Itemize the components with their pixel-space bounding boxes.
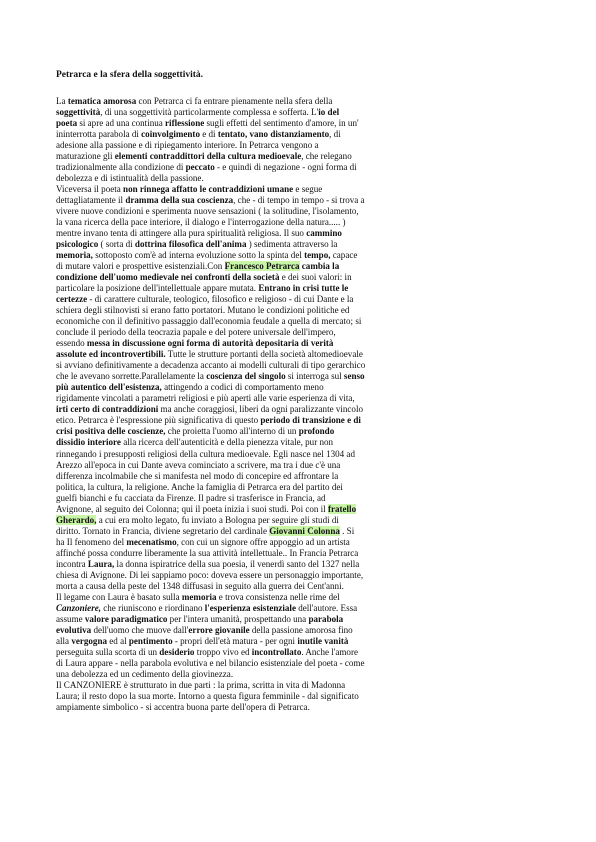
text-run: , di [329, 129, 341, 140]
text-run: economiche con il definitivo passaggio dall'economia feudale a quella di mercato; si [56, 316, 362, 327]
bold-text: dramma della sua coscienza [125, 195, 234, 206]
text-line [56, 184, 552, 195]
text-run: Il legame con Laura è basato sulla [56, 591, 182, 602]
text-run: la vana ricerca della pace interiore, il dialogo e l'interrogazione della natura..... ) [56, 217, 346, 228]
text-line [56, 195, 552, 206]
text-run: Laura; il resto dopo la sua morte. Intorno a questa figura femminile - dal significato [56, 690, 359, 701]
text-line [56, 349, 552, 360]
text-run: , che relegano [301, 151, 352, 162]
text-line [56, 647, 552, 658]
bold-text: io del [318, 107, 340, 118]
text-run: La [56, 96, 68, 106]
text-run: - e quindi di negazione - ogni forma di [214, 162, 357, 173]
bold-text: vergogna [71, 635, 108, 646]
text-run: di Laura appare - nella parabola evolutiva e nel bilancio esistenziale del poeta - come [56, 657, 365, 668]
text-run: vivere nuove condizioni e sperimenta nuove sensazioni ( la solitudine, l'isolamento, [56, 206, 359, 217]
text-line [56, 537, 552, 548]
text-line [56, 581, 552, 592]
text-run: ha Il fenomeno del [56, 536, 127, 547]
text-run: a cui era molto legato, fu inviato a Bologna per seguire gli studi di [96, 514, 339, 525]
highlighted-text: Francesco Petrarca [224, 261, 300, 272]
text-run: affinché possa condurre liberamente la sua attività intellettuale.. In Francia Petrarca [56, 547, 359, 558]
bold-text: tematica amorosa [67, 96, 137, 106]
text-line [56, 415, 552, 426]
text-run: e di [199, 129, 218, 140]
text-line [56, 327, 552, 338]
text-line [56, 261, 552, 272]
bold-text: crisi positiva delle coscienze, [56, 426, 166, 437]
highlighted-text: fratello [327, 503, 357, 514]
text-line [56, 316, 552, 327]
text-line [56, 570, 552, 581]
text-run: - di carattere culturale, teologico, filosofico e religioso - di cui Dante e la [87, 294, 354, 305]
bold-text: peccato [185, 162, 215, 173]
text-run: dettagliatamente il [56, 195, 126, 206]
highlighted-text: Giovanni Colonna [269, 525, 340, 536]
bold-text: pentimento [128, 635, 173, 646]
text-line [56, 437, 552, 448]
text-run: incontra [56, 558, 88, 569]
text-line [56, 625, 552, 636]
bold-text: parabola [308, 613, 344, 624]
text-run: diritto. Tornato in Francia, diviene segretario del cardinale [56, 525, 270, 536]
text-line [56, 460, 552, 471]
bold-text: errore giovanile [188, 624, 250, 635]
text-line [56, 162, 552, 173]
bold-text: cambia la [301, 261, 340, 272]
bold-text: dissidio interiore [56, 437, 121, 448]
text-line [56, 515, 552, 526]
text-run: guelfi bianchi e fu cacciata da Firenze. Il padre si trasferisce in Francia, ad [56, 492, 326, 503]
bold-text: incontrollato [251, 646, 302, 657]
text-line [56, 305, 552, 316]
text-line [56, 592, 552, 603]
bold-text: Laura, [87, 558, 115, 569]
text-run: Tutte le strutture portanti della società altomedioevale [165, 349, 363, 360]
text-line [56, 371, 552, 382]
text-line [56, 217, 552, 228]
text-run: dell'autore. Essa [295, 602, 358, 613]
bold-text: messa in discussione ogni forma di autorità depositaria di verità [86, 338, 334, 349]
text-run: ininterrotta parabola di [56, 129, 142, 140]
bold-text: profondo [298, 426, 335, 437]
text-run: la donna ispiratrice della sua poesia, il venerdì santo del 1327 nella [114, 558, 360, 569]
text-run: tradizionalmente alla condizione di [56, 162, 186, 173]
text-run: , con cui un signore offre appoggio ad un artista [176, 536, 350, 547]
text-run: Avignone, al seguito dei Colonna; qui il poeta inizia i suoi studi. Poi con il [56, 503, 328, 514]
bold-text: riflessione [165, 118, 205, 129]
text-run: alla ricerca dell'autenticità e della pienezza vitale, pur non [120, 437, 334, 448]
text-line [56, 338, 552, 349]
text-run: e segue [293, 184, 323, 195]
text-line [56, 559, 552, 570]
text-run: politica, la cultura, la religione. Anche la famiglia di Petrarca era del partito dei [56, 481, 343, 492]
text-line [56, 548, 552, 559]
bold-text: irti certo di contraddizioni [56, 404, 159, 415]
text-run: Il CANZONIERE è strutturato in due parti : la prima, scritta in vita di Madonna [56, 679, 346, 690]
bold-text: tentato, vano distanziamento [217, 129, 330, 140]
text-line [56, 504, 552, 515]
bold-text: dottrina filosofica dell'anima [134, 239, 247, 250]
bold-text: memoria, [56, 250, 93, 261]
text-line [56, 393, 552, 404]
text-run: ) sedimenta attraverso la [246, 239, 338, 250]
text-line [56, 669, 552, 680]
text-run: ma anche coraggiosi, liberi da ogni paralizzante vincolo [158, 404, 363, 415]
bold-text: coinvolgimento [141, 129, 200, 140]
bold-text: coscienza del singolo [206, 371, 286, 382]
highlighted-text: Gherardo, [56, 514, 97, 525]
bold-text: desiderio [159, 646, 195, 657]
text-line [56, 614, 552, 625]
text-run: ( sorta di [98, 239, 135, 250]
bold-text: non rinnega affatto le contraddizioni umane [123, 184, 294, 195]
text-run: Viceversa il poeta [56, 184, 124, 195]
text-run: - propri dell'età matura - per ogni [172, 635, 298, 646]
text-run: rinnegando i presupposti religiosi della cultura medioevale. Egli nasce nel 1304 ad [56, 448, 355, 459]
text-run: chiesa di Avignone. Di lei sappiamo poco: doveva essere un personaggio importante, [56, 569, 364, 580]
bold-text: valore paradigmatico [84, 613, 168, 624]
text-line [56, 294, 552, 305]
bold-text: psicologico [56, 239, 99, 250]
text-run: . Si [339, 525, 355, 536]
text-line [56, 680, 552, 691]
text-run: una debolezza ed un cedimento della giovinezza. [56, 668, 234, 679]
bold-text: periodo di transizione e di [260, 415, 361, 426]
text-run: per l'intera umanità, prospettando una [167, 613, 309, 624]
text-line [56, 173, 552, 184]
bold-text: condizione dell'uomo medievale nei confronti della società [56, 272, 280, 283]
bold-text: cammino [306, 228, 342, 239]
text-run: attingendo a codici di comportamento meno [161, 382, 324, 393]
text-line [56, 272, 552, 283]
text-run: ampiamente simbolico - si accentra buona parte dell'opera di Petrarca. [56, 701, 310, 712]
text-line [56, 107, 552, 118]
text-run: con Petrarca ci fa entrare pienamente nella sfera della [136, 96, 333, 106]
text-run: alla [56, 635, 72, 646]
text-run: schiera degli stilnovisti si erano fatto portatori. Mutano le condizioni politiche ed [56, 305, 350, 316]
text-run: Arezzo all'epoca in cui Dante aveva cominciato a scrivere, ma tra i due c'è una [56, 459, 341, 470]
text-run: sottoposto com'è ad interna evoluzione sotto la spinta del [92, 250, 305, 261]
text-run: assume [56, 613, 85, 624]
bold-text: più autentico dell'esistenza, [56, 382, 162, 393]
document-title: Petrarca e la sfera della soggettività. [56, 70, 204, 80]
bold-text: Canzoniere, [56, 602, 101, 613]
text-run: dell'uomo che muove dall' [91, 624, 189, 635]
text-run: e trova consistenza nelle rime del [216, 591, 340, 602]
text-line [56, 129, 552, 140]
text-run: particolare la posizione dell'intellettuale appare mutata. [56, 283, 259, 294]
text-run: . Anche l'amore [301, 646, 358, 657]
text-run: che proietta l'uomo all'interno di un [165, 426, 299, 437]
text-line [56, 250, 552, 261]
text-line [56, 658, 552, 669]
text-line [56, 636, 552, 647]
text-run: morta a causa della peste del 1348 diffusasi in seguito alla guerra dei Cent'anni. [56, 580, 344, 591]
text-run: mentre invano tenta di attingere alla pura spiritualità religiosa. Il suo [56, 228, 307, 239]
text-run: , che - di tempo in tempo - si trova a [233, 195, 365, 206]
bold-text: evolutiva [56, 624, 92, 635]
text-run: capace [330, 250, 358, 261]
text-run: che riuniscono e riordinano [101, 602, 205, 613]
text-run: si interroga sul [285, 371, 344, 382]
text-run: debolezza e di istintualità della passione. [56, 173, 204, 184]
text-run: si avviano definitivamente a decadenza accanto ai modelli culturali di tipo gerarchico [56, 360, 366, 371]
text-line [56, 140, 552, 151]
bold-text: senso [343, 371, 365, 382]
text-line [56, 239, 552, 250]
text-run: della passione amorosa fino [249, 624, 353, 635]
text-run: adesione alla passione e di ripiegamento interiore. In Petrarca vengono a [56, 140, 319, 151]
text-line [56, 526, 552, 537]
text-line [56, 118, 552, 129]
bold-text: mecenatismo [126, 536, 177, 547]
text-line [56, 702, 552, 713]
document-body [56, 96, 552, 713]
text-run: troppo vivo ed [194, 646, 252, 657]
text-run: etico. Petrarca è l'espressione più significativa di questo [56, 415, 261, 426]
text-line [56, 482, 552, 493]
text-line [56, 96, 552, 107]
text-line [56, 360, 552, 371]
text-line [56, 691, 552, 702]
text-run: differenza incolmabile che si manifesta nel modo di concepire ed affrontare la [56, 470, 339, 481]
text-line [56, 206, 552, 217]
bold-text: certezze [56, 294, 88, 305]
text-line [56, 603, 552, 614]
text-run: che le avevano sorrette.Parallelamente la [56, 371, 207, 382]
text-run: si apre ad una continua [77, 118, 166, 129]
bold-text: memoria [181, 591, 217, 602]
text-line [56, 404, 552, 415]
text-run: e dei suoi valori: in [279, 272, 352, 283]
bold-text: poeta [56, 118, 78, 129]
bold-text: soggettività [56, 107, 101, 118]
text-run: conclude il periodo della teocrazia papale e del potere universale dell'impero, [56, 327, 336, 338]
text-line [56, 151, 552, 162]
text-run: essendo [56, 338, 87, 349]
text-run: maturazione gli [56, 151, 115, 162]
text-run: perseguita sulla scorta di un [56, 646, 160, 657]
text-line [56, 493, 552, 504]
bold-text: l'esperienza esistenziale [204, 602, 296, 613]
text-line [56, 449, 552, 460]
text-run: sugli effetti del sentimento d'amore, in un' [204, 118, 359, 129]
text-run: ed al [107, 635, 129, 646]
text-line [56, 283, 552, 294]
text-line [56, 228, 552, 239]
bold-text: assolute ed incontrovertibili. [56, 349, 166, 360]
bold-text: tempo, [304, 250, 331, 261]
text-run: , di una soggettività particolarmente complessa e sofferta. L' [100, 107, 319, 118]
bold-text: Entrano in crisi tutte le [258, 283, 349, 294]
text-line [56, 382, 552, 393]
text-line [56, 471, 552, 482]
text-line [56, 426, 552, 437]
text-run: di mutare valori e prospettive esistenziali.Con [56, 261, 225, 272]
text-run: rigidamente vincolati a parametri religiosi e più aperti alle varie esperienza di vita, [56, 393, 355, 404]
bold-text: elementi contraddittori della cultura medioevale [114, 151, 302, 162]
bold-text: inutile vanità [297, 635, 349, 646]
